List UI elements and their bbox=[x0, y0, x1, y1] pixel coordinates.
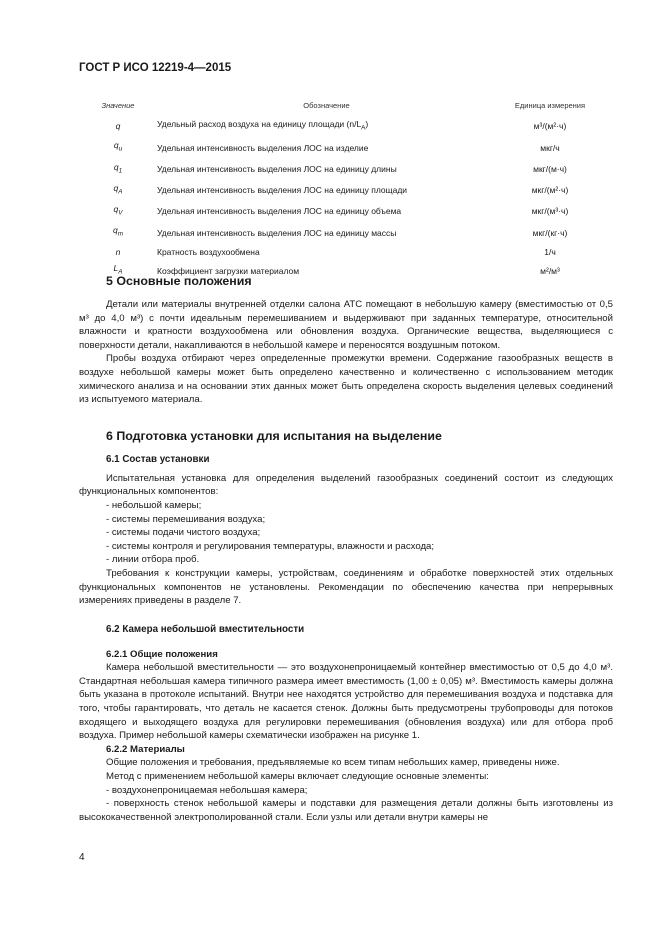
list-item: - воздухонепроницаемая небольшая камера; bbox=[106, 784, 308, 796]
section-6-2-1-title: 6.2.1 Общие положения bbox=[106, 648, 218, 660]
designation-cell: Удельный расход воздуха на единицу площади $(n/L_A)$ bbox=[157, 119, 369, 132]
designation-cell: Удельная интенсивность выделения ЛОС на единицу площади bbox=[157, 185, 408, 196]
list-item: - поверхность стенок небольшой камеры и подставки для размещения детали должны быть изготовлены из высококачественной электрополированной стали. Если узлы или детали внутри камеры не bbox=[79, 798, 613, 823]
table-row bbox=[79, 201, 604, 222]
symbol-cell: $q_V$ bbox=[113, 204, 123, 217]
unit-cell: м²/м³ bbox=[540, 265, 560, 276]
table-row bbox=[79, 244, 604, 261]
symbol-cell: $q_u$ bbox=[113, 140, 123, 153]
section-5-title: 5 Основные положения bbox=[106, 274, 252, 288]
symbols-table bbox=[79, 101, 604, 282]
symbol-cell: $L_A$ bbox=[113, 263, 123, 276]
table-row bbox=[79, 222, 604, 243]
unit-cell: мкг/(м·ч) bbox=[533, 163, 567, 174]
symbol-cell: $q_A$ bbox=[113, 182, 123, 196]
table-row bbox=[79, 137, 604, 158]
symbol-cell: $q_1$ bbox=[113, 161, 123, 175]
section-6-2-2-paragraph-2: Метод с применением небольшой камеры включает следующие основные элементы: bbox=[106, 771, 489, 783]
designation-cell: Удельная интенсивность выделения ЛОС на единицу длины bbox=[157, 163, 397, 174]
table-row bbox=[79, 180, 604, 201]
designation-cell: Удельная интенсивность выделения ЛОС на изделие bbox=[157, 142, 369, 153]
unit-cell: мкг/ч bbox=[540, 142, 560, 153]
section-5-paragraph-1: Детали или материалы внутренней отделки салона АТС помещают в небольшую камеру (вместимостью от 0,5 м³ до 4,0 м³) с почти идеальным перемешиванием и выдерживают при заданных температуре, относительной влажности и кратности воздухообмена или обновления воздуха. Органические вещества, выделяющиеся с поверхности детали, накапливаются в небольшой камере и переносятся воздушным потоком. bbox=[79, 299, 613, 351]
section-6-1-intro: Испытательная установка для определения выделений газообразных соединений состоит из следующих функциональных компонентов: bbox=[79, 472, 613, 498]
standard-header: ГОСТ Р ИСО 12219-4—2015 bbox=[79, 62, 232, 74]
unit-cell: 1/ч bbox=[544, 246, 556, 257]
designation-cell: Кратность воздухообмена bbox=[157, 246, 260, 257]
section-6-2-2-paragraph-1: Общие положения и требования, предъявляемые ко всем типам небольших камер, приведены ниже. bbox=[106, 757, 560, 769]
section-6-2-title: 6.2 Камера небольшой вместительности bbox=[106, 623, 305, 635]
section-6-1-title: 6.1 Состав установки bbox=[106, 453, 210, 465]
list-item: - линии отбора проб. bbox=[106, 554, 200, 566]
symbol-cell: n bbox=[115, 246, 121, 257]
unit-cell: мкг/(кг·ч) bbox=[532, 227, 568, 238]
column-header-value: Значение bbox=[101, 101, 135, 110]
unit-cell: м³/(м²·ч) bbox=[533, 121, 567, 132]
table-row bbox=[79, 159, 604, 180]
section-6-2-2-title: 6.2.2 Материалы bbox=[106, 743, 185, 755]
column-header-designation: Обозначение bbox=[303, 101, 350, 110]
page-number: 4 bbox=[79, 852, 85, 863]
unit-cell: мкг/(м³·ч) bbox=[531, 206, 569, 217]
section-6-title: 6 Подготовка установки для испытания на выделение bbox=[106, 428, 442, 443]
document-body bbox=[79, 273, 613, 824]
list-item: - небольшой камеры; bbox=[106, 499, 202, 511]
symbol-cell: q bbox=[115, 121, 121, 132]
list-item: - системы подачи чистого воздуха; bbox=[106, 527, 261, 539]
table-row bbox=[79, 116, 604, 137]
unit-cell: мкг/(м²·ч) bbox=[531, 185, 569, 196]
section-6-2-1-text: Камера небольшой вместительности — это воздухонепроницаемый контейнер вместимостью от 0,5 до 4,0 м³. Стандартная небольшая камера типичного размера имеет вместимость (1,00 ± 0,05) м³. Вместимость камеры должна быть указана в протоколе испытаний. Внутри нее находятся устройство для перемешивания воздуха и подставка для того, чтобы гарантировать, что деталь не касается стенок. Должны быть предусмотрены трубопроводы для потоков входящего и выходящего воздуха для регулировки перемешивания (обновления воздуха) или для отбора проб воздуха. Пример небольшой камеры схематически изображен на рисунке 1. bbox=[79, 662, 613, 742]
symbol-cell: $q_m$ bbox=[112, 225, 124, 239]
section-6-1-note: Требования к конструкции камеры, устройствам, соединениям и обработке поверхностей этих отдельных функциональных компонентов не установлены. Рекомендации по обеспечению качества при непрерывных измерениях приведены в разделе 7. bbox=[79, 567, 613, 607]
list-item: - системы перемешивания воздуха; bbox=[106, 513, 266, 525]
designation-cell: Удельная интенсивность выделения ЛОС на единицу объема bbox=[157, 206, 402, 217]
list-item: - системы контроля и регулирования температуры, влажности и расхода; bbox=[106, 540, 435, 552]
designation-cell: Коэффициент загрузки материалом bbox=[157, 265, 300, 276]
column-header-unit: Единица измерения bbox=[514, 101, 586, 110]
section-5-paragraph-2: Пробы воздуха отбирают через определенные промежутки времени. Содержание газообразных веществ в воздухе небольшой камеры может быть определено качественно и количественно с использованием методик химического анализа и на основании этих данных может быть определена скорость выделения целевых соединений из испытуемого материала. bbox=[79, 353, 613, 406]
designation-cell: Удельная интенсивность выделения ЛОС на единицу массы bbox=[157, 227, 397, 238]
